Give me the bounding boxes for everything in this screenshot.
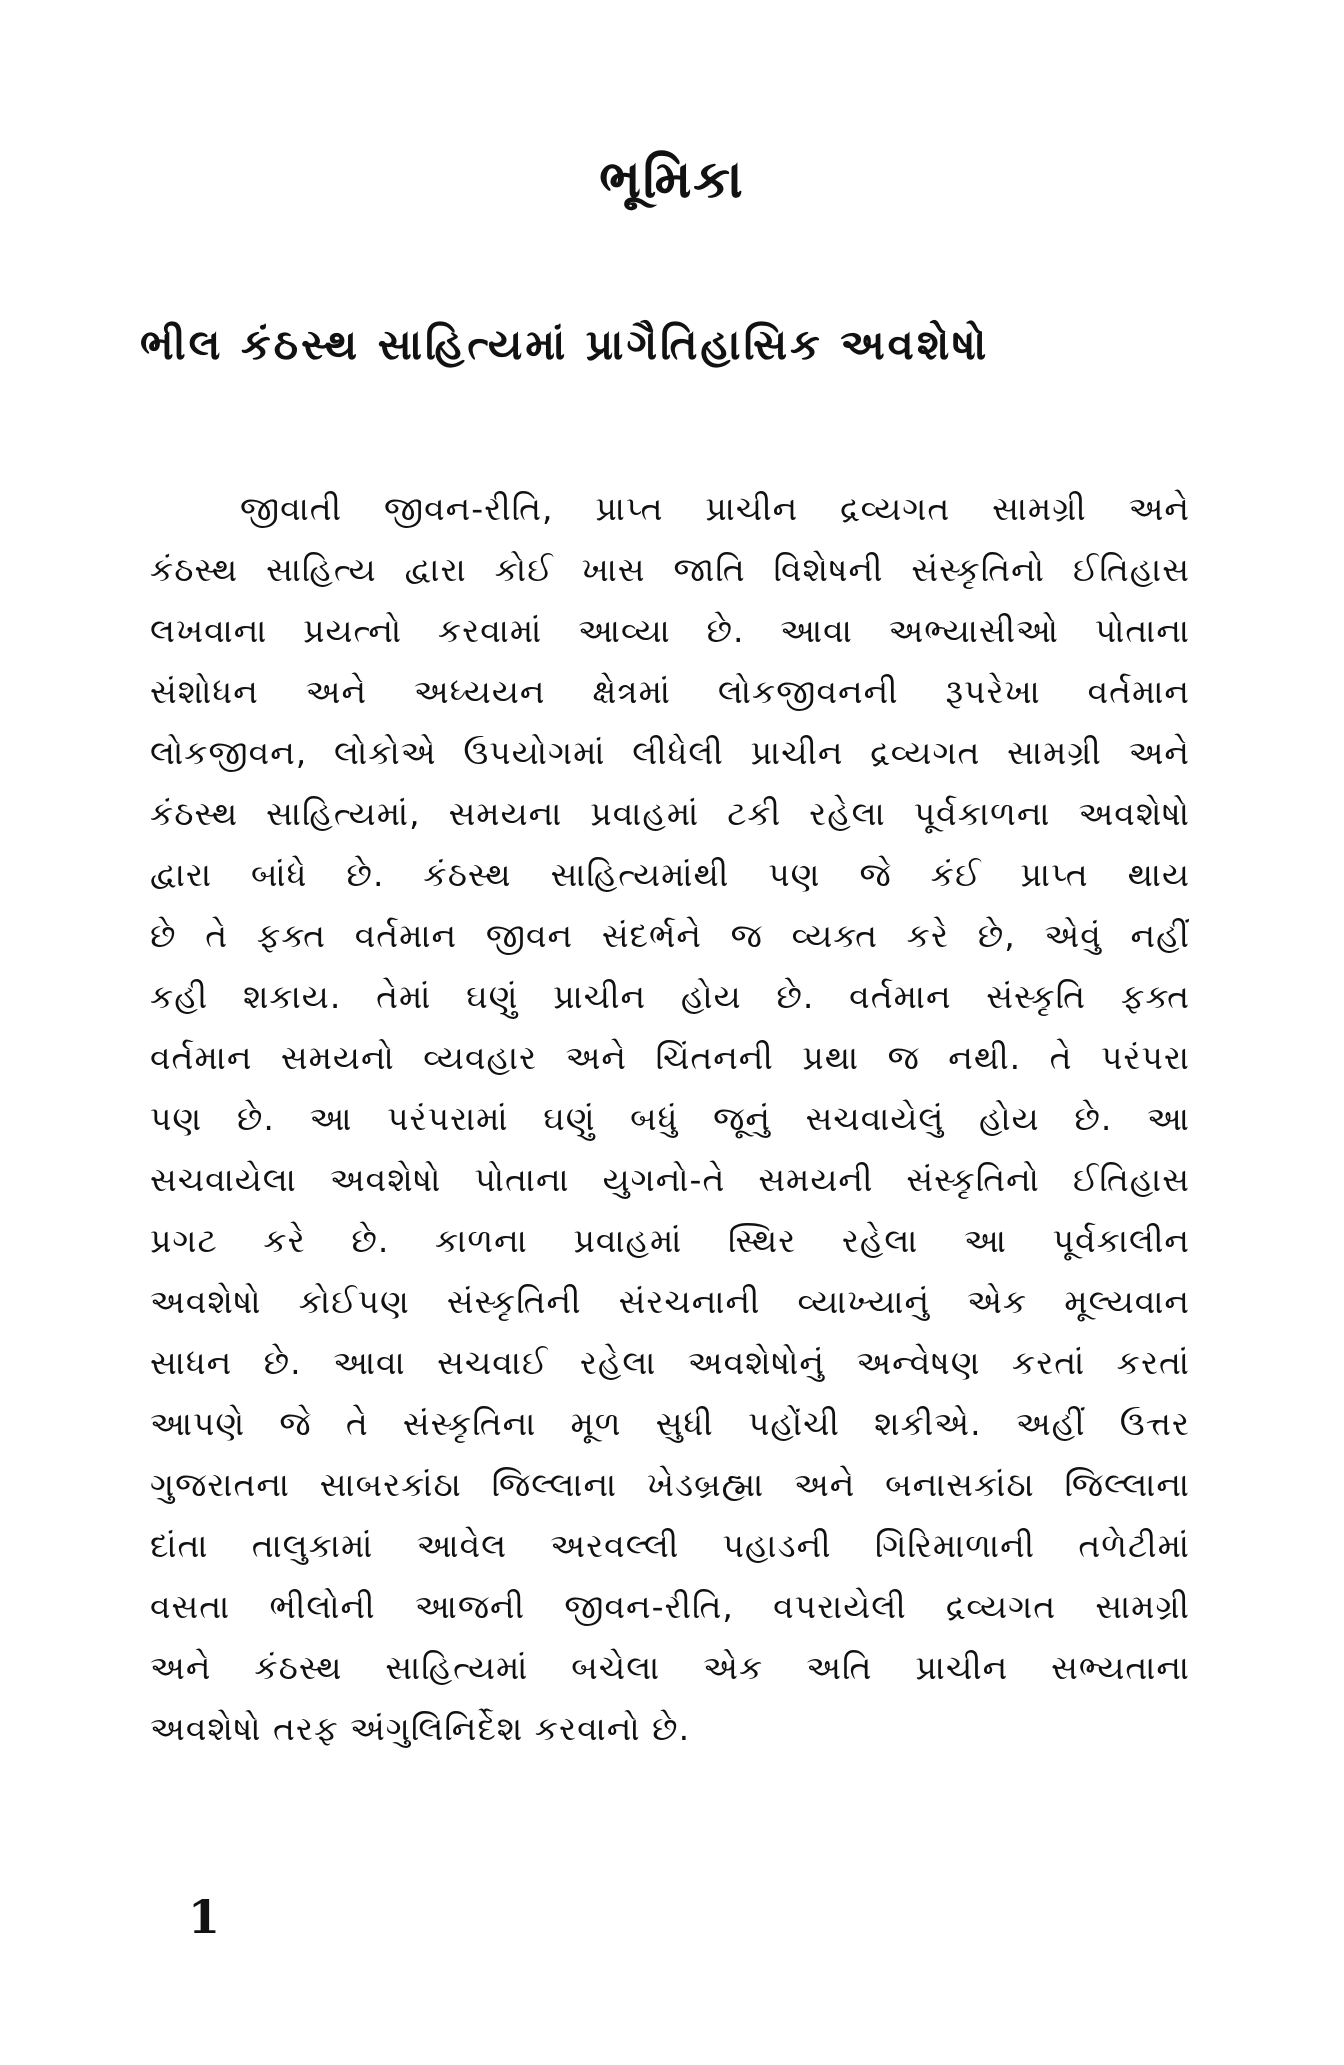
paragraph-line: અવશેષો કોઈપણ સંસ્કૃતિની સંરચનાની વ્યાખ્યાનું એક મૂલ્યવાન xyxy=(150,1282,1190,1321)
paragraph-line: ગુજરાતના સાબરકાંઠા જિલ્લાના ખેડબ્રહ્મા અને બનાસકાંઠા જિલ્લાના xyxy=(150,1465,1190,1504)
paragraph-line: આપણે જે તે સંસ્કૃતિના મૂળ સુધી પહોંચી શકીએ. અહીં ઉત્તર xyxy=(150,1404,1190,1443)
paragraph-line: વસતા ભીલોની આજની જીવન-રીતિ, વપરાયેલી દ્રવ્યગત સામગ્રી xyxy=(150,1587,1190,1626)
paragraph-line: છે તે ફક્ત વર્તમાન જીવન સંદર્ભને જ વ્યક્ત કરે છે, એવું નહીં xyxy=(150,916,1190,955)
paragraph-line: અને કંઠસ્થ સાહિત્યમાં બચેલા એક અતિ પ્રાચીન સભ્યતાના xyxy=(150,1648,1190,1687)
paragraph-line: દાંતા તાલુકામાં આવેલ અરવલ્લી પહાડની ગિરિમાળાની તળેટીમાં xyxy=(150,1526,1190,1565)
paragraph-line: કંઠસ્થ સાહિત્ય દ્વારા કોઈ ખાસ જાતિ વિશેષની સંસ્કૃતિનો ઈતિહાસ xyxy=(150,550,1190,589)
paragraph-line: જીવાતી જીવન-રીતિ, પ્રાપ્ત પ્રાચીન દ્રવ્યગત સામગ્રી અને xyxy=(240,489,1190,528)
page-number: 1 xyxy=(188,1890,221,1944)
paragraph-line: દ્વારા બાંધે છે. કંઠસ્થ સાહિત્યમાંથી પણ જે કંઈ પ્રાપ્ત થાય xyxy=(150,855,1190,894)
page-title: ભૂમિકા xyxy=(599,150,745,210)
paragraph-line: વર્તમાન સમયનો વ્યવહાર અને ચિંતનની પ્રથા જ નથી. તે પરંપરા xyxy=(150,1038,1190,1077)
paragraph-line: સાધન છે. આવા સચવાઈ રહેલા અવશેષોનું અન્વેષણ કરતાં કરતાં xyxy=(150,1343,1190,1382)
paragraph-line: સચવાયેલા અવશેષો પોતાના યુગનો-તે સમયની સંસ્કૃતિનો ઈતિહાસ xyxy=(150,1160,1190,1199)
paragraph-line: સંશોધન અને અધ્યયન ક્ષેત્રમાં લોકજીવનની રૂપરેખા વર્તમાન xyxy=(150,672,1190,711)
paragraph-line: પણ છે. આ પરંપરામાં ઘણું બધું જૂનું સચવાયેલું હોય છે. આ xyxy=(150,1099,1190,1138)
paragraph-line: કંઠસ્થ સાહિત્યમાં, સમયના પ્રવાહમાં ટકી રહેલા પૂર્વકાળના અવશેષો xyxy=(150,794,1190,833)
paragraph-line: લખવાના પ્રયત્નો કરવામાં આવ્યા છે. આવા અભ્યાસીઓ પોતાના xyxy=(150,611,1190,650)
paragraph-line: પ્રગટ કરે છે. કાળના પ્રવાહમાં સ્થિર રહેલા આ પૂર્વકાલીન xyxy=(150,1221,1190,1260)
body-paragraph xyxy=(150,478,1190,1759)
paragraph-line: લોકજીવન, લોકોએ ઉપયોગમાં લીધેલી પ્રાચીન દ્રવ્યગત સામગ્રી અને xyxy=(150,733,1190,772)
section-heading: ભીલ કંઠસ્થ સાહિત્યમાં પ્રાગૈતિહાસિક અવશેષો xyxy=(140,320,990,369)
paragraph-line: અવશેષો તરફ અંગુલિનિર્દેશ કરવાનો છે. xyxy=(150,1709,691,1748)
paragraph-line: કહી શકાય. તેમાં ઘણું પ્રાચીન હોય છે. વર્તમાન સંસ્કૃતિ ફક્ત xyxy=(150,977,1190,1016)
